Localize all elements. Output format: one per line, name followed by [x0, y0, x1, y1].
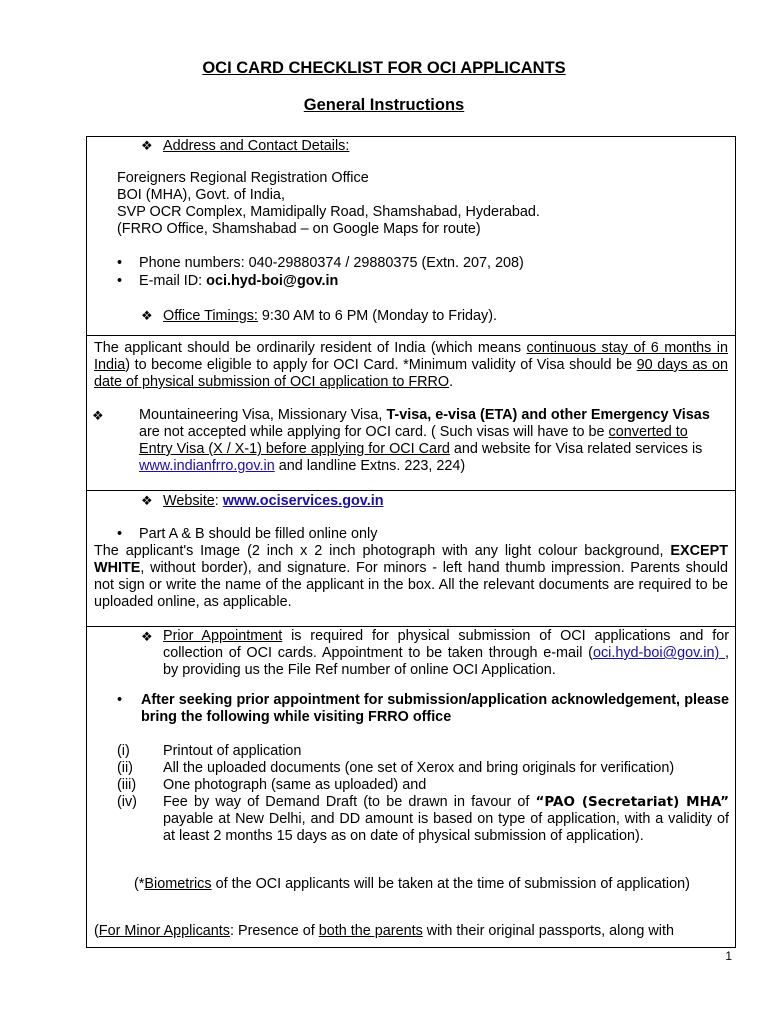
- item-text: One photograph (same as uploaded) and: [163, 777, 427, 793]
- document-subtitle: General Instructions: [303, 96, 465, 114]
- bullet-icon: •: [117, 526, 123, 542]
- website-row: [141, 492, 384, 510]
- email-row: [117, 273, 338, 290]
- email-value: oci.hyd-boi@gov.in: [206, 273, 339, 289]
- residency-text: ) to become eligible to apply for OCI Card. *Minimum validity of Visa should be: [125, 357, 637, 373]
- appointment-email-link[interactable]: oci.hyd-boi@gov.in): [592, 645, 725, 661]
- email-label: E-mail ID:: [139, 273, 207, 289]
- address-heading-row: [141, 137, 349, 155]
- both-parents-underlined: both the parents: [318, 923, 423, 939]
- diamond-bullet-icon: ❖: [141, 138, 153, 153]
- address-block: [117, 170, 540, 238]
- item-text: Printout of application: [163, 743, 302, 759]
- item-text: All the uploaded documents (one set of Xerox and bring originals for verification): [163, 760, 675, 776]
- minor-text: with their original passports, along with: [422, 923, 674, 939]
- visa-text: and landline Extns. 223, 224): [274, 458, 466, 474]
- appointment-text: is required for physical submission of OCI applications and for collection of OCI cards. Appointment to be taken through e-mail (: [163, 628, 729, 661]
- biometrics-text: of the OCI applicants will be taken at the time of submission of application): [211, 876, 690, 892]
- bottom-rule: [86, 947, 736, 948]
- biometrics-text: (*: [134, 876, 145, 892]
- photo-text: The applicant's Image (2 inch x 2 inch photograph with any light colour background,: [94, 543, 671, 559]
- visa-underlined: converted to Entry Visa (X / X-1) before applying for OCI Card: [139, 424, 688, 457]
- address-line: (FRRO Office, Shamshabad – on Google Maps for route): [117, 221, 481, 237]
- address-line: SVP OCR Complex, Mamidipally Road, Shamshabad, Hyderabad.: [117, 204, 540, 220]
- visa-bold: T-visa, e-visa (ETA) and other Emergency Visas: [386, 407, 710, 423]
- website-colon: :: [214, 493, 223, 509]
- visa-paragraph: [139, 407, 713, 475]
- minor-text: (: [94, 923, 99, 939]
- appointment-paragraph: [163, 628, 729, 679]
- checklist-item: [87, 743, 735, 760]
- indianfrro-link[interactable]: www.indianfrro.gov.in: [139, 458, 275, 474]
- visa-text: and website for Visa related services is: [449, 441, 703, 457]
- visa-text: Mountaineering Visa, Missionary Visa,: [139, 407, 387, 423]
- minor-applicants-note: [94, 923, 729, 940]
- fee-text: payable at New Delhi, and DD amount is based on type of application, with a validity of at least 2 months 15 days as on date of physical submission of application).: [163, 811, 729, 844]
- biometrics-note: [94, 876, 729, 893]
- fee-text: Fee by way of Demand Draft (to be drawn in favour of: [163, 794, 536, 810]
- visa-validity-underlined: 90 days as on date of physical submission of OCI application to FRRO: [94, 357, 728, 390]
- website-label: Website: [163, 493, 215, 509]
- visa-text: . ( Such visas will have to be: [422, 424, 609, 440]
- phone-row: [117, 255, 524, 272]
- visa-text: are not accepted while applying for OCI card: [139, 424, 423, 440]
- bullet-icon: •: [117, 273, 123, 289]
- bullet-icon: •: [117, 255, 123, 271]
- pao-mha: “PAO (Secretariat) MHA”: [535, 794, 729, 810]
- residency-paragraph: [94, 340, 728, 391]
- bullet-icon: •: [117, 692, 123, 708]
- part-ab-row: [117, 526, 377, 543]
- address-line: Foreigners Regional Registration Office: [117, 170, 369, 186]
- residency-text: .: [449, 374, 454, 390]
- appointment-box: [86, 626, 736, 948]
- diamond-bullet-icon: ❖: [141, 493, 153, 508]
- photo-instructions: [94, 543, 728, 611]
- item-label: (i): [117, 743, 130, 759]
- part-ab-text: Part A & B should be filled online only: [139, 526, 378, 542]
- address-line: BOI (MHA), Govt. of India,: [117, 187, 285, 203]
- checklist-item: [87, 777, 735, 794]
- address-heading: Address and Contact Details:: [163, 138, 350, 154]
- fee-paragraph: [163, 794, 729, 845]
- website-box: [86, 490, 736, 627]
- office-timings-value: 9:30 AM to 6 PM (Monday to Friday).: [257, 308, 498, 324]
- biometrics-underlined: Biometrics: [144, 876, 212, 892]
- minor-text: : Presence of: [229, 923, 319, 939]
- item-label: (ii): [117, 760, 133, 776]
- document-title: OCI CARD CHECKLIST FOR OCI APPLICANTS: [202, 59, 566, 77]
- checklist-item: [87, 760, 735, 777]
- prior-appointment-label: Prior Appointment: [163, 628, 283, 644]
- item-label: (iii): [117, 777, 137, 793]
- except-white: EXCEPT WHITE: [94, 543, 728, 576]
- office-timings-row: [141, 307, 497, 325]
- photo-text: , without border), and signature. For minors - left hand thumb impression. Parents should not sign or write the name of the applicant in the box. All the relevant documents are required to be uploaded online, as applicable.: [94, 560, 728, 610]
- office-timings-label: Office Timings:: [163, 308, 258, 324]
- ociservices-link[interactable]: www.ociservices.gov.in: [222, 493, 384, 509]
- diamond-bullet-icon: ❖: [92, 408, 104, 423]
- residency-underlined: continuous stay of 6 months in India: [94, 340, 728, 373]
- diamond-bullet-icon: ❖: [141, 308, 153, 323]
- after-appointment-instruction: After seeking prior appointment for submission/application acknowledgement, please bring the following while visiting FRRO office: [141, 692, 729, 725]
- address-contact-box: [86, 136, 736, 336]
- page-number: 1: [725, 949, 732, 963]
- diamond-bullet-icon: ❖: [141, 629, 153, 644]
- residency-visa-box: [86, 335, 736, 491]
- phone-numbers: Phone numbers: 040-29880374 / 29880375 (Extn. 207, 208): [139, 255, 524, 271]
- checklist-item: [87, 794, 735, 864]
- appointment-text: , by providing us the File Ref number of online OCI Application.: [163, 645, 729, 678]
- residency-text: The applicant should be ordinarily resident of India (which means: [94, 340, 527, 356]
- item-label: (iv): [117, 794, 137, 810]
- minor-applicants-label: For Minor Applicants: [98, 923, 230, 939]
